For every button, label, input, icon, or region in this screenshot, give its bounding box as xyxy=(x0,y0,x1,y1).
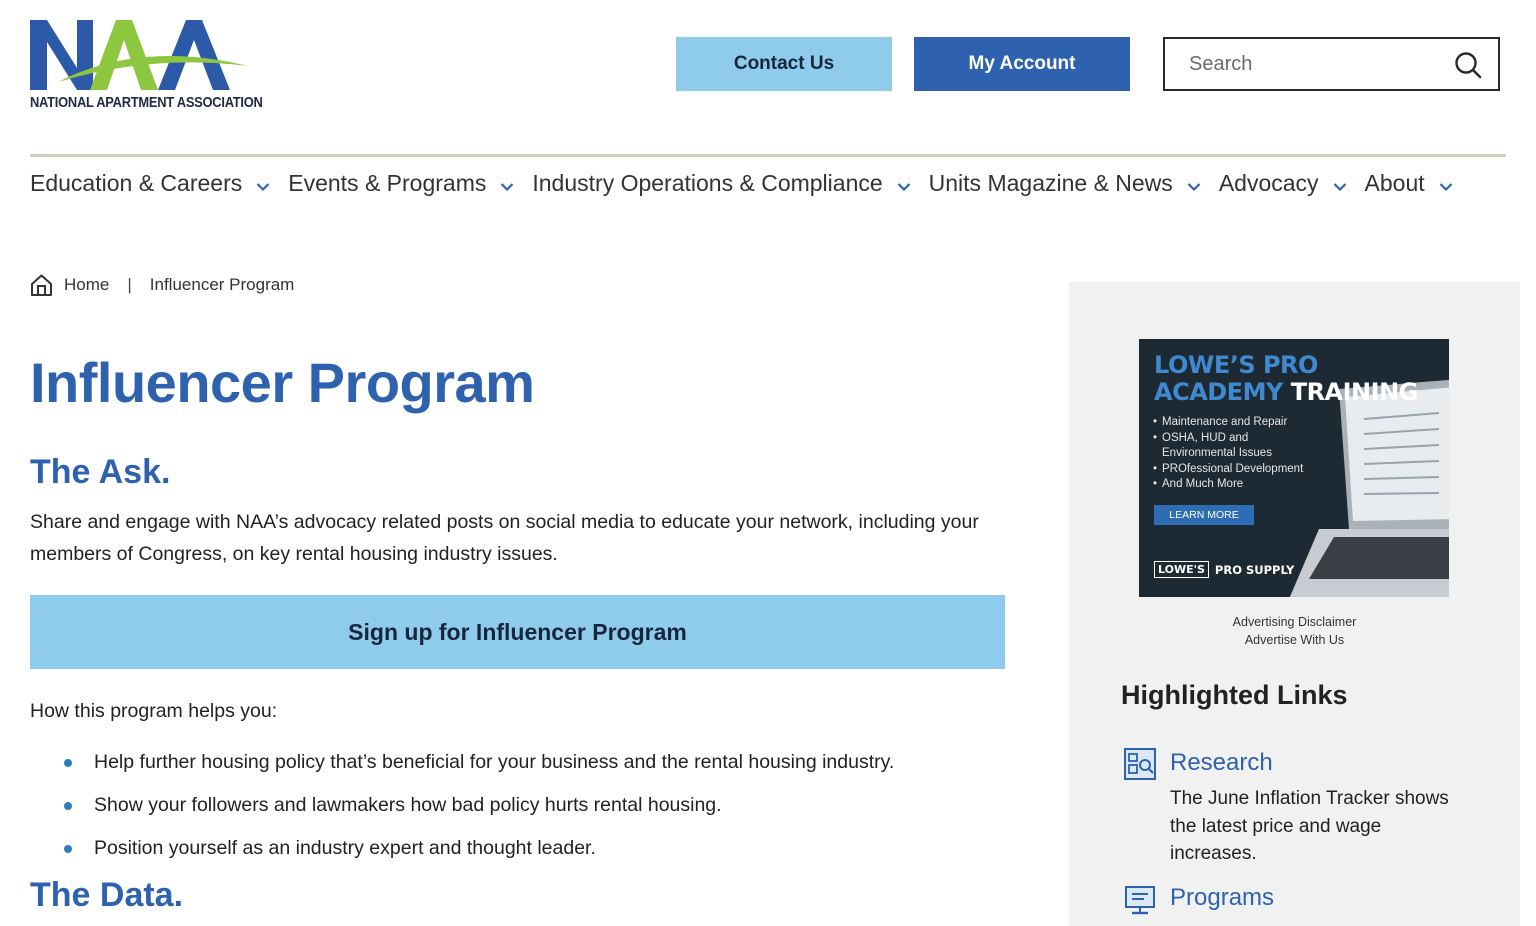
nav-label: Advocacy xyxy=(1218,170,1319,196)
highlighted-link-programs[interactable]: Programs xyxy=(1170,884,1275,911)
ad-links xyxy=(1069,613,1520,649)
breadcrumb-current: Influencer Program xyxy=(149,275,295,294)
search-box xyxy=(1163,37,1500,91)
list-item: • PROfessional Development xyxy=(1153,462,1323,478)
benefits-list xyxy=(60,748,894,877)
chevron-down-icon xyxy=(256,182,270,192)
advertising-disclaimer-link[interactable]: Advertising Disclaimer xyxy=(1232,615,1357,629)
list-item: Show your followers and lawmakers how bad policy hurts rental housing. xyxy=(60,791,894,834)
search-icon[interactable] xyxy=(1454,51,1482,79)
programs-icon xyxy=(1124,884,1156,916)
naa-logo[interactable] xyxy=(30,18,263,118)
chevron-down-icon xyxy=(897,182,911,192)
home-icon[interactable] xyxy=(30,273,53,297)
chevron-down-icon xyxy=(500,182,514,192)
ask-heading: The Ask. xyxy=(30,453,171,491)
my-account-button[interactable]: My Account xyxy=(914,37,1130,91)
list-item: Help further housing policy that’s beneficial for your business and the rental housing industry. xyxy=(60,748,894,791)
contact-us-button[interactable]: Contact Us xyxy=(676,37,892,91)
ask-text: Share and engage with NAA’s advocacy related posts on social media to educate your network, including your members of Congress, on key rental housing industry issues. xyxy=(30,511,979,565)
chevron-down-icon xyxy=(1187,182,1201,192)
sidebar xyxy=(1069,282,1520,926)
nav-label: Events & Programs xyxy=(288,170,487,196)
highlighted-links-title: Highlighted Links xyxy=(1121,680,1348,710)
nav-label: About xyxy=(1364,170,1425,196)
highlighted-link-research[interactable]: Research xyxy=(1170,749,1273,776)
list-item: • OSHA, HUD and Environmental Issues xyxy=(1153,431,1323,462)
nav-education-careers[interactable] xyxy=(30,170,270,197)
header-divider xyxy=(30,154,1506,157)
nav-advocacy[interactable] xyxy=(1219,170,1347,197)
page-title: Influencer Program xyxy=(30,351,535,414)
ad-learn-more-button[interactable]: LEARN MORE xyxy=(1154,505,1254,525)
main-nav xyxy=(30,170,1471,197)
data-heading: The Data. xyxy=(30,876,184,914)
chevron-down-icon xyxy=(1333,182,1347,192)
chevron-down-icon xyxy=(1439,182,1453,192)
nav-units-magazine-news[interactable] xyxy=(929,170,1201,197)
list-item: • And Much More xyxy=(1153,477,1323,493)
research-description: The June Inflation Tracker shows the latest price and wage increases. xyxy=(1170,788,1449,864)
ad-brand xyxy=(1154,561,1294,578)
ad-title-academy: ACADEMY xyxy=(1154,378,1283,406)
ad-bullets xyxy=(1153,415,1323,493)
ad-title-training: TRAINING xyxy=(1290,378,1418,406)
logo-org-name: NATIONAL APARTMENT ASSOCIATION xyxy=(30,94,263,111)
ad-title-line2 xyxy=(1154,378,1418,406)
nav-label: Education & Careers xyxy=(30,170,243,196)
naa-logo-mark xyxy=(30,18,250,98)
list-item: • Maintenance and Repair xyxy=(1153,415,1323,431)
breadcrumb xyxy=(30,273,294,297)
nav-label: Industry Operations & Compliance xyxy=(532,170,883,196)
signup-influencer-button[interactable]: Sign up for Influencer Program xyxy=(30,595,1005,669)
lowes-ad-banner[interactable] xyxy=(1139,339,1449,597)
ad-brand-pro-supply: PRO SUPPLY xyxy=(1214,562,1295,577)
nav-label: Units Magazine & News xyxy=(928,170,1173,196)
nav-events-programs[interactable] xyxy=(288,170,514,197)
search-input[interactable] xyxy=(1189,53,1439,76)
nav-industry-operations[interactable] xyxy=(532,170,910,197)
research-icon xyxy=(1124,748,1156,780)
helps-intro: How this program helps you: xyxy=(30,700,278,722)
breadcrumb-separator: | xyxy=(127,275,132,294)
breadcrumb-home-link[interactable]: Home xyxy=(64,275,110,294)
nav-about[interactable] xyxy=(1365,170,1453,197)
ad-brand-lowes: LOWE'S xyxy=(1154,561,1209,578)
ad-title-line1: LOWE’S PRO xyxy=(1154,351,1318,379)
advertise-with-us-link[interactable]: Advertise With Us xyxy=(1244,633,1345,647)
list-item: Position yourself as an industry expert and thought leader. xyxy=(60,834,894,877)
